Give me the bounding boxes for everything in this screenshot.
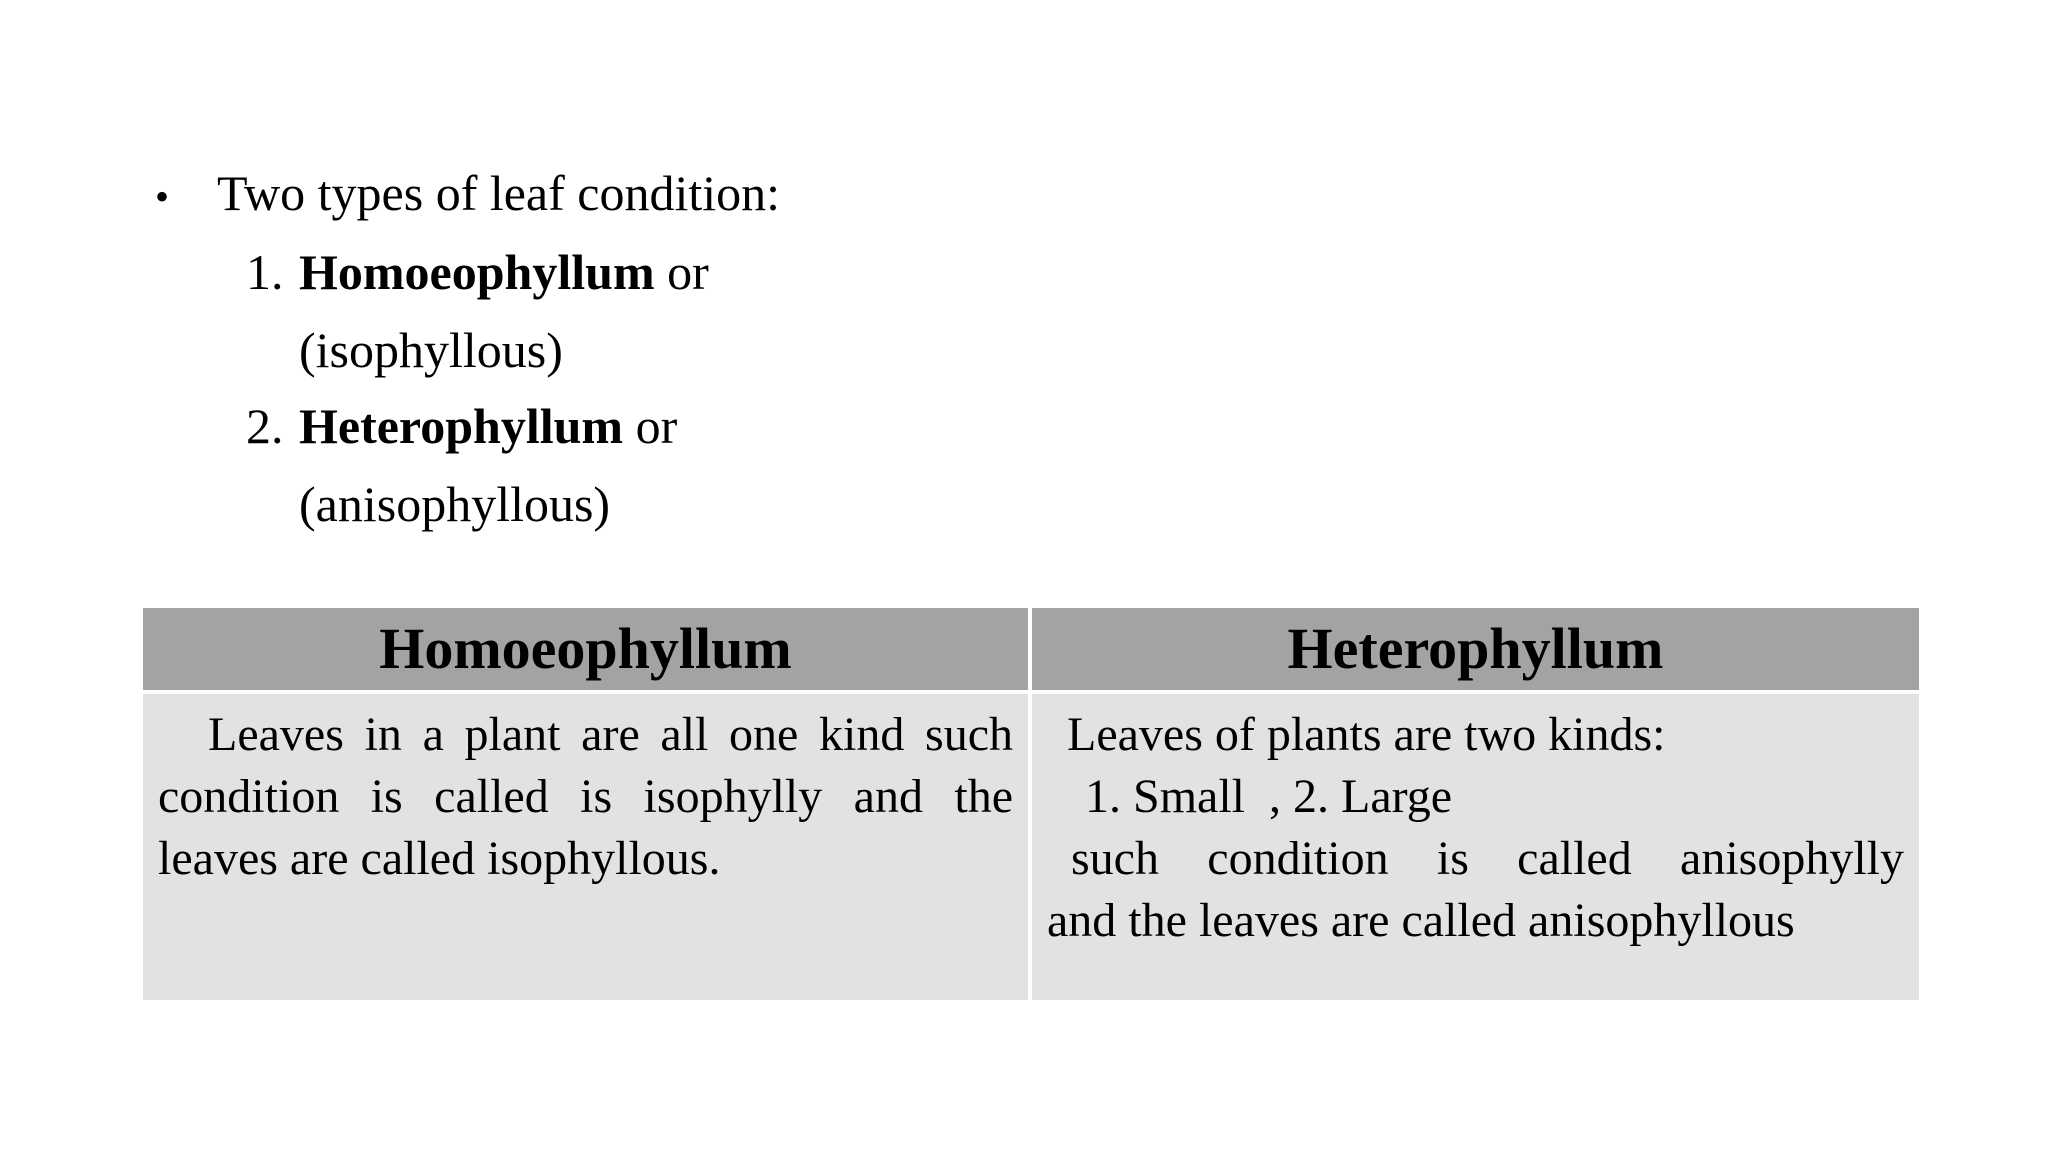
bullet-text: Two types of leaf condition: [217,165,781,221]
cell-line: Leaves of plants are two kinds: [1067,708,1666,761]
list-item-1-alt: (isophyllous) [299,322,563,378]
cell-line: 1. Small , 2. Large [1085,770,1453,823]
comparison-table [143,608,1919,1000]
cell-line: Leaves in a plant are all one kind such [208,708,1013,761]
connector-text: or [623,398,678,454]
list-item-2 [246,396,677,456]
cell-line: leaves are called isophyllous. [158,832,721,885]
cell-line: and the leaves are called anisophyllous [1047,894,1795,947]
cell-line: such condition is called anisophylly [1071,832,1904,885]
header-heterophyllum: Heterophyllum [1032,608,1919,690]
list-number: 2. [246,398,284,454]
header-homoeophyllum: Homoeophyllum [143,608,1028,690]
list-item-2-alt: (anisophyllous) [299,476,611,532]
connector-text: or [654,244,709,300]
term-heterophyllum: Heterophyllum [299,398,624,454]
bullet-dot-icon: • [155,174,170,219]
list-number: 1. [246,244,284,300]
cell-line: condition is called is isophylly and the [158,770,1013,823]
list-item-1 [246,242,709,302]
cell-heterophyllum [1032,694,1919,1000]
cell-homoeophyllum [143,694,1028,1000]
term-homoeophyllum: Homoeophyllum [299,244,655,300]
bullet-item [155,163,780,227]
